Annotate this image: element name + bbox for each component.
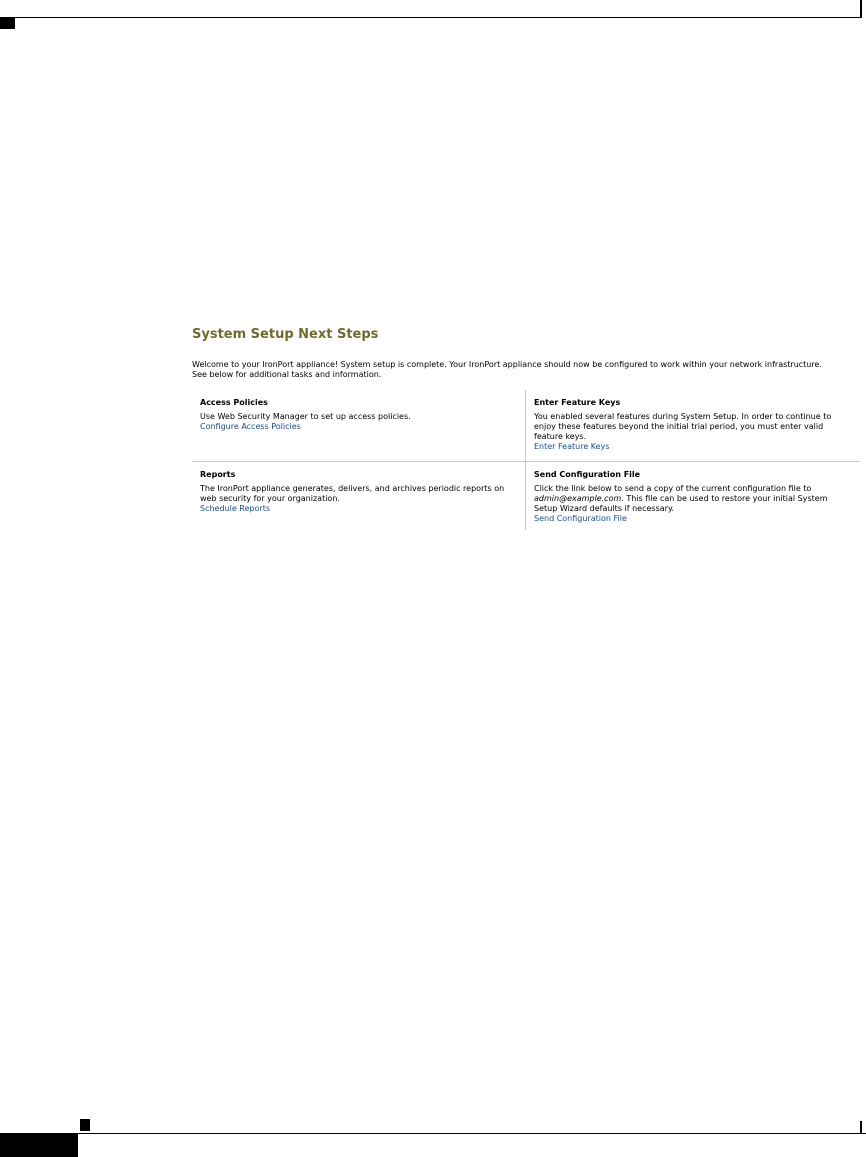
reports-card (192, 461, 525, 530)
footer-rule (0, 1133, 866, 1134)
next-steps-grid (192, 390, 860, 530)
send-config-card (525, 461, 860, 530)
card-text-before: Click the link below to send a copy of the current configuration file to (534, 484, 812, 493)
card-title: Enter Feature Keys (534, 398, 621, 407)
card-title: Send Configuration File (534, 470, 641, 479)
footer-page-tab (0, 1133, 78, 1157)
footer-corner-tick (860, 1121, 862, 1134)
header-rule (0, 17, 861, 18)
admin-email: admin@example.com (534, 494, 622, 503)
card-text-after: . This file can be used to restore your initial System Setup Wizard defaults if necessary. (534, 494, 828, 513)
footer-marker (80, 1119, 90, 1131)
enter-feature-keys-link[interactable]: Enter Feature Keys (534, 442, 610, 451)
card-text: The IronPort appliance generates, delivers, and archives periodic reports on web security for your organization. (200, 484, 505, 503)
card-title: Access Policies (200, 398, 268, 407)
card-title: Reports (200, 470, 236, 479)
header-marker (0, 18, 15, 29)
intro-text: Welcome to your IronPort appliance! System setup is complete. Your IronPort appliance should now be configured to work within your network infrastructure. See below for additional tasks and information. (192, 360, 822, 379)
schedule-reports-link[interactable]: Schedule Reports (200, 504, 270, 513)
card-text: Use Web Security Manager to set up access policies. (200, 412, 411, 421)
card-text: You enabled several features during System Setup. In order to continue to enjoy these features beyond the initial trial period, you must enter valid feature keys. (534, 412, 832, 441)
send-configuration-file-link[interactable]: Send Configuration File (534, 514, 627, 523)
access-policies-card (192, 390, 525, 461)
configure-access-policies-link[interactable]: Configure Access Policies (200, 422, 301, 431)
card-text (534, 484, 852, 514)
header-corner-tick (860, 0, 862, 18)
next-steps-panel (192, 325, 860, 530)
feature-keys-card (525, 390, 860, 461)
page-title: System Setup Next Steps (192, 327, 379, 342)
